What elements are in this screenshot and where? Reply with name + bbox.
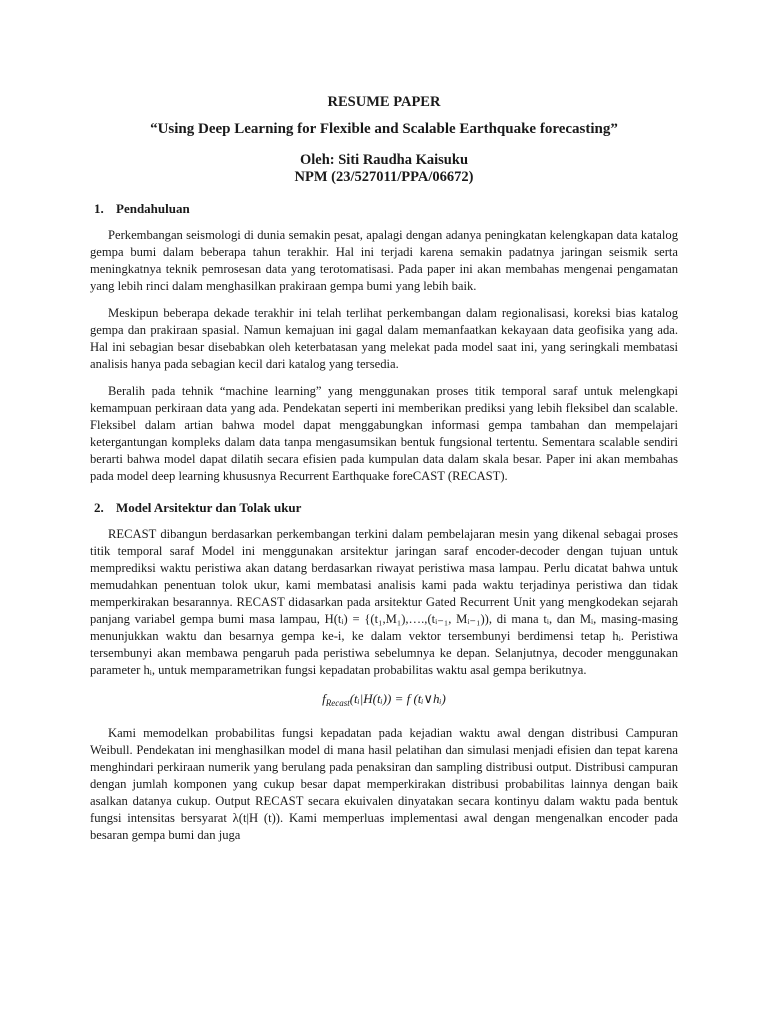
section-heading-pendahuluan — [94, 200, 678, 217]
paragraph: Beralih pada tehnik “machine learning” yang menggunakan proses titik temporal saraf untuk melengkapi kemampuan perkiraan data yang ada. Pendekatan seperti ini memberikan prediksi yang lebih fleksibel dan scalable. Fleksibel dalam artian bahwa model dapat menggabungkan informasi gempa tambahan dan mempelajari ketergantungan kompleks dalam data tanpa mengasumsikan bentuk fungsional tertentu. Sementara scalable sendiri berarti bahwa model dapat dilatih secara efisien pada kumpulan data dalam skala besar. Paper ini akan membahas pada model deep learning khususnya Recurrent Earthquake foreCAST (RECAST). — [90, 384, 678, 483]
paragraph: Meskipun beberapa dekade terakhir ini telah terlihat perkembangan dalam regionalisasi, koreksi bias katalog gempa dan prakiraan spasial. Namun kemajuan ini gagal dalam memanfaatkan kekayaan data geofisika yang ada. Hal ini sebagian besar disebabkan oleh keterbatasan yang melekat pada model saat ini, yang seringkali membatasi analisis hanya pada sebagian kecil dari katalog yang tersedia. — [90, 306, 678, 371]
author-line: Oleh: Siti Raudha Kaisuku — [299, 152, 469, 168]
paragraph: Perkembangan seismologi di dunia semakin pesat, apalagi dengan adanya peningkatan kelengkapan data katalog gempa bumi dalam beberapa tahun terakhir. Hal ini terjadi karena semakin padatnya jaringan seismik serta meningkatnya teknik pemrosesan data yang terotomatisasi. Pada paper ini akan membahas mengenai pengamatan yang lebih rinci dalam menghasilkan prakiraan gempa bumi yang lebih baik. — [90, 228, 678, 293]
paragraph: RECAST dibangun berdasarkan perkembangan terkini dalam pembelajaran mesin yang dikenal sebagai proses titik temporal saraf Model ini menggunakan arsitektur jaringan saraf encoder-decoder dengan tujuan untuk memprediksi waktu peristiwa akan datang berdasarkan riwayat peristiwa masa lampau. Perlu dicatat bahwa untuk memudahkan penentuan tolok ukur, kami membatasi analisis kami pada waktu terjadinya peristiwa dan tidak memperkirakan besarannya. RECAST didasarkan pada arsitektur Gated Recurrent Unit yang mengkodekan sejarah panjang variabel gempa bumi masa lampau, H(tᵢ) = {(t₁,M₁),….,(tᵢ₋₁, Mᵢ₋₁)), di mana tᵢ, dan Mᵢ, masing-masing menunjukkan waktu dan besarnya gempa ke-i, ke dalam vektor tersembunyi berdimensi tetap hᵢ. Peristiwa tersembunyi akan membawa pengaruh pada peristiwa sebelumnya ke depan. Selanjutnya, decoder menggunakan parameter hᵢ, untuk memparametrikan fungsi kepadatan probabilitas waktu asal gempa berikutnya. — [90, 527, 678, 677]
paper-title: “Using Deep Learning for Flexible and Scalable Earthquake forecasting” — [150, 121, 618, 137]
section-heading-model — [94, 499, 678, 516]
paragraph: Kami memodelkan probabilitas fungsi kepadatan pada kejadian waktu awal dengan distribusi Campuran Weibull. Pendekatan ini menghasilkan model di mana hasil pelatihan dan simulasi menjadi efisien dan tepat karena menghindari perkiraan numerik yang berulang pada penaksiran dan sampling distribusi output. Distribusi campuran dengan jumlah komponen yang cukup besar dapat memperkirakan distribusi probabilitas lainnya dengan baik asalkan datanya cukup. Output RECAST secara ekuivalen dinyatakan secara kontinyu dalam waktu pada bentuk fungsi intensitas bersyarat λ(t|H (t)). Kami memperluas implementasi awal dengan mengenalkan encoder pada besaran gempa bumi dan juga — [90, 726, 678, 842]
section-title: Pendahuluan — [116, 201, 190, 216]
title-block — [90, 94, 678, 186]
npm-line: NPM (23/527011/PPA/06672) — [294, 169, 474, 185]
equation-rhs: = f (tᵢ∨hᵢ) — [394, 691, 446, 706]
equation-f: f — [322, 691, 326, 706]
equation — [90, 689, 678, 713]
section-number: 1. — [94, 201, 104, 216]
section-number: 2. — [94, 500, 104, 515]
equation-subscript: Recast — [325, 698, 350, 708]
section-title: Model Arsitektur dan Tolak ukur — [116, 500, 302, 515]
resume-label: RESUME PAPER — [327, 94, 441, 110]
equation-lhs: (tᵢ|H(tᵢ)) — [349, 691, 392, 706]
